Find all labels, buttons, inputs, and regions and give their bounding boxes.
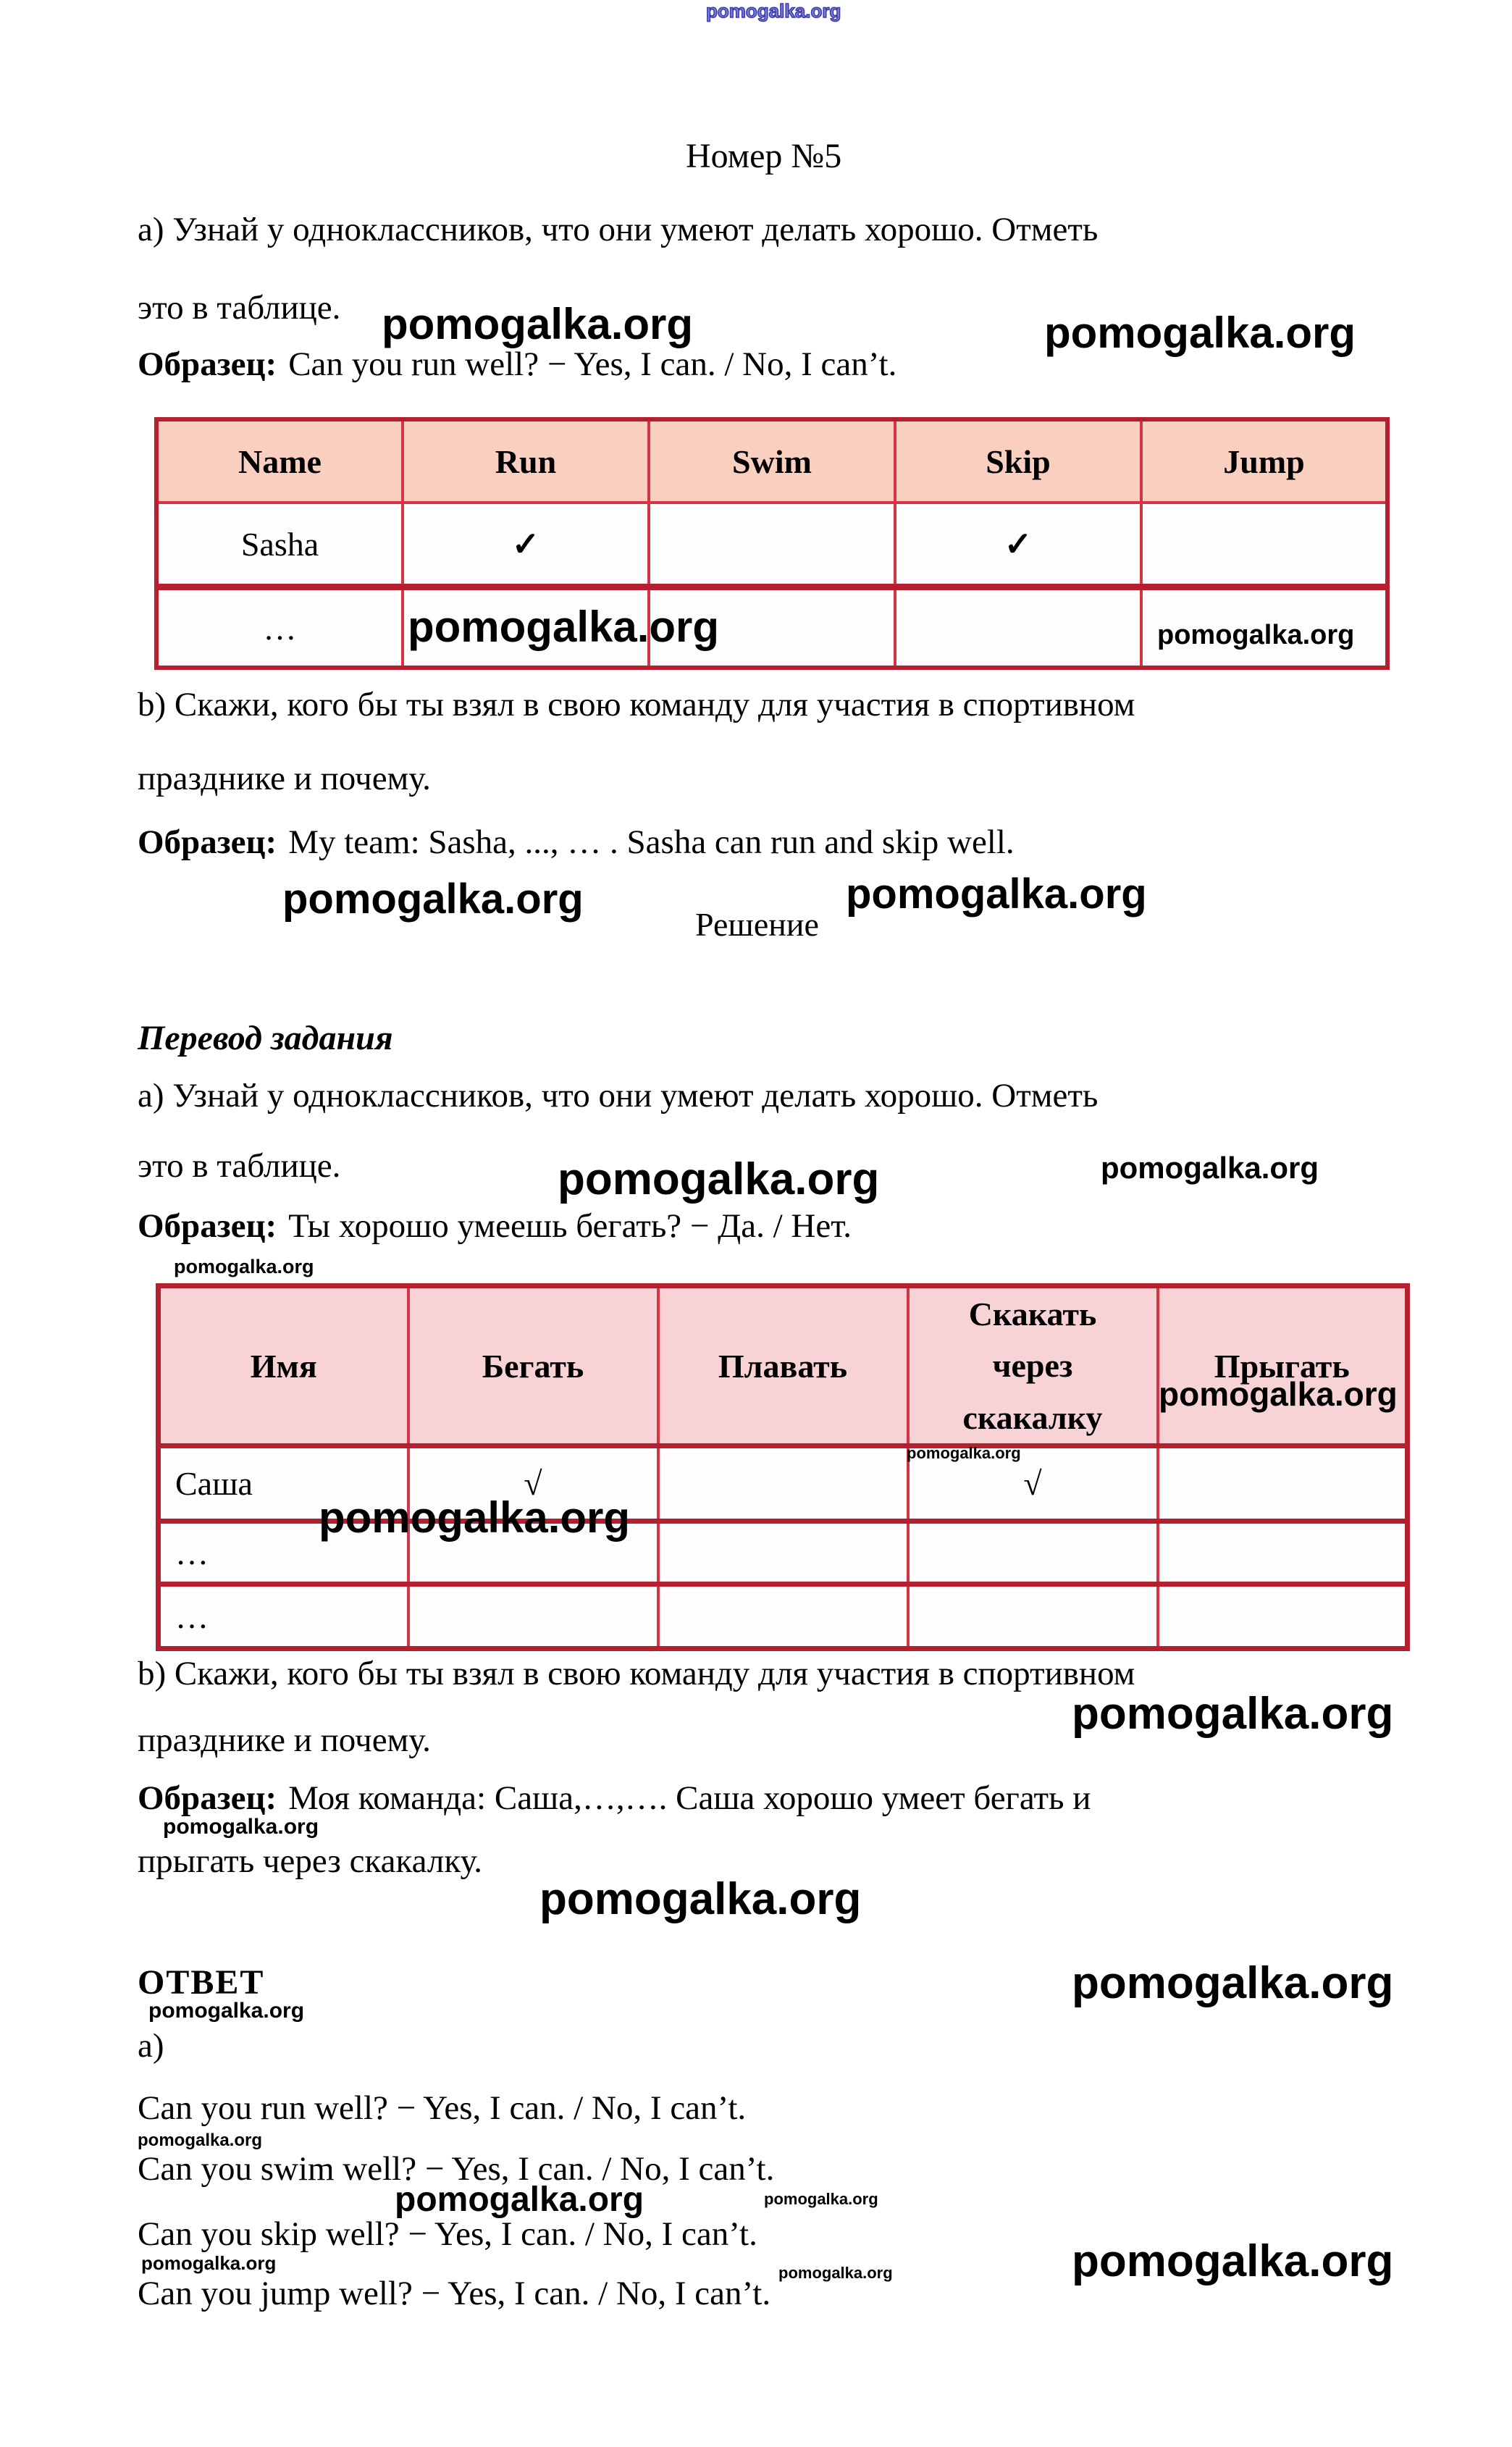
table-ru-header-plavat: Плавать xyxy=(658,1286,908,1446)
answer-line-jump: Can you jump well? − Yes, I can. / No, I can’t. xyxy=(138,2275,771,2312)
watermark-top: pomogalka.org xyxy=(706,0,841,22)
cell-imya: … xyxy=(159,1585,408,1649)
watermark: pomogalka.org xyxy=(148,1999,305,2023)
cell-imya: … xyxy=(159,1521,408,1585)
table-row-dots xyxy=(159,1585,1408,1649)
cell-begat xyxy=(408,1585,658,1649)
watermark: pomogalka.org xyxy=(907,1444,1021,1462)
answer-heading: ОТВЕТ xyxy=(138,1963,265,2002)
solution-label: Решение xyxy=(695,906,819,943)
translation-a-line2: это в таблице. xyxy=(138,1147,341,1185)
table-en-header-jump: Jump xyxy=(1141,419,1387,503)
watermark: pomogalka.org xyxy=(1072,1958,1394,2008)
table-ru-header-prygat: Прыгать xyxy=(1158,1286,1408,1446)
task-a-line1: а) Узнай у одноклассников, что они умеют делать хорошо. Отметь xyxy=(138,211,1099,248)
cell-prygat xyxy=(1158,1446,1408,1521)
cell-skip-check: ✓ xyxy=(895,503,1141,587)
watermark: pomogalka.org xyxy=(539,1874,862,1924)
cell-plavat xyxy=(658,1446,908,1521)
sample-team-en-text: My team: Sasha, ..., … . Sasha can run and skip well. xyxy=(288,823,1015,861)
sample-ru xyxy=(138,1208,852,1246)
watermark: pomogalka.org xyxy=(163,1815,319,1839)
cell-skakat xyxy=(908,1585,1158,1649)
watermark: pomogalka.org xyxy=(174,1256,314,1277)
table-ru-header-skakat xyxy=(908,1286,1158,1446)
table-ru-header-row xyxy=(159,1286,1408,1446)
task-b-line1: b) Скажи, кого бы ты взял в свою команду для участия в спортивном xyxy=(138,686,1135,723)
table-row-sasha xyxy=(156,503,1387,587)
cell-skakat-check: √ xyxy=(908,1446,1158,1521)
table-en-header-row xyxy=(156,419,1387,503)
answer-line-skip: Can you skip well? − Yes, I can. / No, I can’t. xyxy=(138,2215,757,2253)
translation-b-line2: празднике и почему. xyxy=(138,1721,431,1759)
watermark: pomogalka.org xyxy=(1101,1151,1319,1185)
table-ru-header-begat: Бегать xyxy=(408,1286,658,1446)
watermark: pomogalka.org xyxy=(1159,1375,1398,1413)
cell-skakat xyxy=(908,1521,1158,1585)
answer-a-label: а) xyxy=(138,2027,164,2065)
sample-team-ru xyxy=(138,1780,1091,1818)
watermark: pomogalka.org xyxy=(141,2252,277,2274)
watermark: pomogalka.org xyxy=(778,2264,893,2282)
sample-team-ru-line1: Моя команда: Саша,…,…. Саша хорошо умеет бегать и xyxy=(288,1779,1091,1817)
watermark: pomogalka.org xyxy=(1044,309,1356,357)
task-a-line2: это в таблице. xyxy=(138,289,341,327)
watermark: pomogalka.org xyxy=(1072,2236,1394,2286)
table-en-header-name: Name xyxy=(156,419,403,503)
cell-imya: Саша xyxy=(159,1446,408,1521)
watermark: pomogalka.org xyxy=(1072,1689,1394,1739)
sample-en-label: Образец: xyxy=(138,345,277,383)
answer-line-run: Can you run well? − Yes, I can. / No, I can’t. xyxy=(138,2089,747,2127)
watermark: pomogalka.org xyxy=(846,870,1147,918)
sample-en xyxy=(138,346,896,384)
watermark: pomogalka.org xyxy=(395,2181,644,2219)
watermark: pomogalka.org xyxy=(408,603,720,651)
sample-team-en-label: Образец: xyxy=(138,823,277,861)
translation-a-line1: а) Узнай у одноклассников, что они умеют делать хорошо. Отметь xyxy=(138,1077,1099,1115)
cell-skip xyxy=(895,587,1141,668)
cell-prygat xyxy=(1158,1585,1408,1649)
table-ru-header-skakat-text: Скакать через скакалку xyxy=(962,1296,1103,1436)
table-en-header-skip: Skip xyxy=(895,419,1141,503)
cell-plavat xyxy=(658,1585,908,1649)
cell-name: Sasha xyxy=(156,503,403,587)
cell-begat-check: √ xyxy=(408,1446,658,1521)
cell-run-check: ✓ xyxy=(403,503,649,587)
table-ru-header-imya: Имя xyxy=(159,1286,408,1446)
sample-en-text: Can you run well? − Yes, I can. / No, I can’t. xyxy=(288,345,897,383)
cell-plavat xyxy=(658,1521,908,1585)
table-en-header-run: Run xyxy=(403,419,649,503)
cell-swim xyxy=(649,503,895,587)
sample-team-ru-label: Образец: xyxy=(138,1779,277,1817)
cell-prygat xyxy=(1158,1521,1408,1585)
sample-team-en xyxy=(138,824,1015,862)
table-en-header-swim: Swim xyxy=(649,419,895,503)
translation-b-line1: b) Скажи, кого бы ты взял в свою команду для участия в спортивном xyxy=(138,1655,1135,1692)
sample-ru-text: Ты хорошо умеешь бегать? − Да. / Нет. xyxy=(288,1207,852,1245)
watermark: pomogalka.org xyxy=(282,876,584,923)
sample-team-ru-line2: прыгать через скакалку. xyxy=(138,1842,483,1880)
watermark: pomogalka.org xyxy=(558,1154,880,1204)
watermark: pomogalka.org xyxy=(382,300,694,348)
task-b-line2: празднике и почему. xyxy=(138,760,431,797)
page-title: Номер №5 xyxy=(686,137,842,175)
table-russian-skills xyxy=(156,1283,1410,1651)
watermark: pomogalka.org xyxy=(138,2131,263,2150)
watermark: pomogalka.org xyxy=(1157,620,1355,650)
cell-jump xyxy=(1141,503,1387,587)
watermark: pomogalka.org xyxy=(319,1493,631,1542)
translation-heading: Перевод задания xyxy=(138,1019,393,1057)
answer-line-swim: Can you swim well? − Yes, I can. / No, I can’t. xyxy=(138,2150,775,2188)
watermark: pomogalka.org xyxy=(764,2190,878,2208)
sample-ru-label: Образец: xyxy=(138,1207,277,1245)
cell-name: … xyxy=(156,587,403,668)
